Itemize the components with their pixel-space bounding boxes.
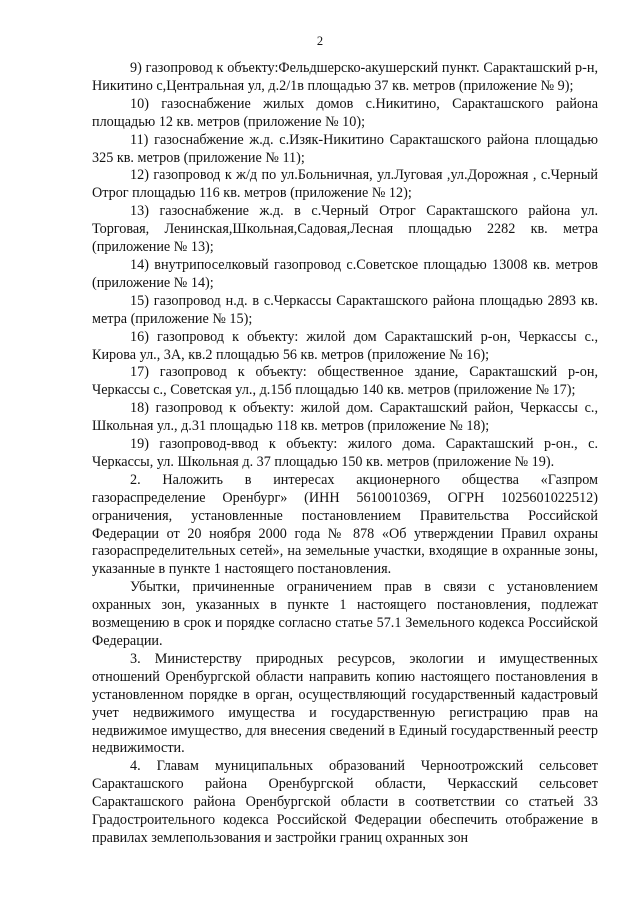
page-number: 2 — [316, 34, 324, 48]
item-18-paragraph: 18) газопровод к объекту: жилой дом. Саракташский район, Черкассы с., Школьная ул., д.31 площадью 118 кв. метров (приложение № 18); — [92, 400, 598, 435]
section-4-paragraph: 4. Главам муниципальных образований Черноотрожский сельсовет Саракташского района Оренбургской области, Черкасский сельсовет Саракташского района Оренбургской области в соответствии со статьей 33 Градостроительного кодекса Российской Федерации обеспечить отображение в правилах землепользования и застройки границ охранных зон — [92, 758, 598, 846]
item-11-paragraph: 11) газоснабжение ж.д. с.Изяк-Никитино Саракташского района площадью 325 кв. метров (приложение № 11); — [92, 131, 598, 166]
item-13-paragraph: 13) газоснабжение ж.д. в с.Черный Отрог Саракташского района ул. Торговая, Ленинская,Школьная,Садовая,Лесная площадью 2282 кв. метра (приложение № 13); — [92, 203, 598, 256]
document-body — [92, 60, 598, 848]
item-14-paragraph: 14) внутрипоселковый газопровод с.Советское площадью 13008 кв. метров (приложение № 14); — [92, 256, 598, 291]
item-15-paragraph: 15) газопровод н.д. в с.Черкассы Саракташского района площадью 2893 кв. метра (приложение № 15); — [92, 292, 598, 327]
item-9-paragraph: 9) газопровод к объекту:Фельдшерско-акушерский пункт. Саракташский р-н, Никитино с,Центральная ул, д.2/1в площадью 37 кв. метров (приложение № 9); — [92, 60, 598, 94]
section-2-paragraph: 2. Наложить в интересах акционерного общества «Газпром газораспределение Оренбург» (ИНН 5610010369, ОГРН 1025601022512) ограничения, установленные постановлением Правительства Российской Федерации от 20 ноября 2000 года № 878 «Об утверждении Правил охраны газораспределительных сетей», на земельные участки, входящие в охранные зоны, указанные в пункте 1 настоящего постановления. — [92, 471, 598, 578]
item-17-paragraph: 17) газопровод к объекту: общественное здание, Саракташский р-он, Черкассы с., Советская ул., д.15б площадью 140 кв. метров (приложение № 17); — [92, 364, 598, 399]
damages-paragraph: Убытки, причиненные ограничением прав в связи с установлением охранных зон, указанных в пункте 1 настоящего постановления, подлежат возмещению в срок и порядке согласно статье 57.1 Земельного кодекса Российской Федерации. — [92, 579, 598, 649]
item-10-paragraph: 10) газоснабжение жилых домов с.Никитино, Саракташского района площадью 12 кв. метров (приложение № 10); — [92, 95, 598, 130]
item-12-paragraph: 12) газопровод к ж/д по ул.Больничная, ул.Луговая ,ул.Дорожная , с.Черный Отрог площадью 116 кв. метров (приложение № 12); — [92, 167, 598, 202]
section-3-paragraph: 3. Министерству природных ресурсов, экологии и имущественных отношений Оренбургской области направить копию настоящего постановления в установленном порядке в орган, осуществляющий государственный кадастровый учет недвижимого имущества и государственную регистрацию прав на недвижимое имущество, для внесения сведений в Единый государственный реестр недвижимости. — [92, 650, 598, 757]
item-16-paragraph: 16) газопровод к объекту: жилой дом Саракташский р-он, Черкассы с., Кирова ул., 3А, кв.2 площадью 56 кв. метров (приложение № 16); — [92, 328, 598, 363]
item-19-paragraph: 19) газопровод-ввод к объекту: жилого дома. Саракташский р-он., с. Черкассы, ул. Школьная д. 37 площадью 150 кв. метров (приложение № 19). — [92, 436, 598, 470]
